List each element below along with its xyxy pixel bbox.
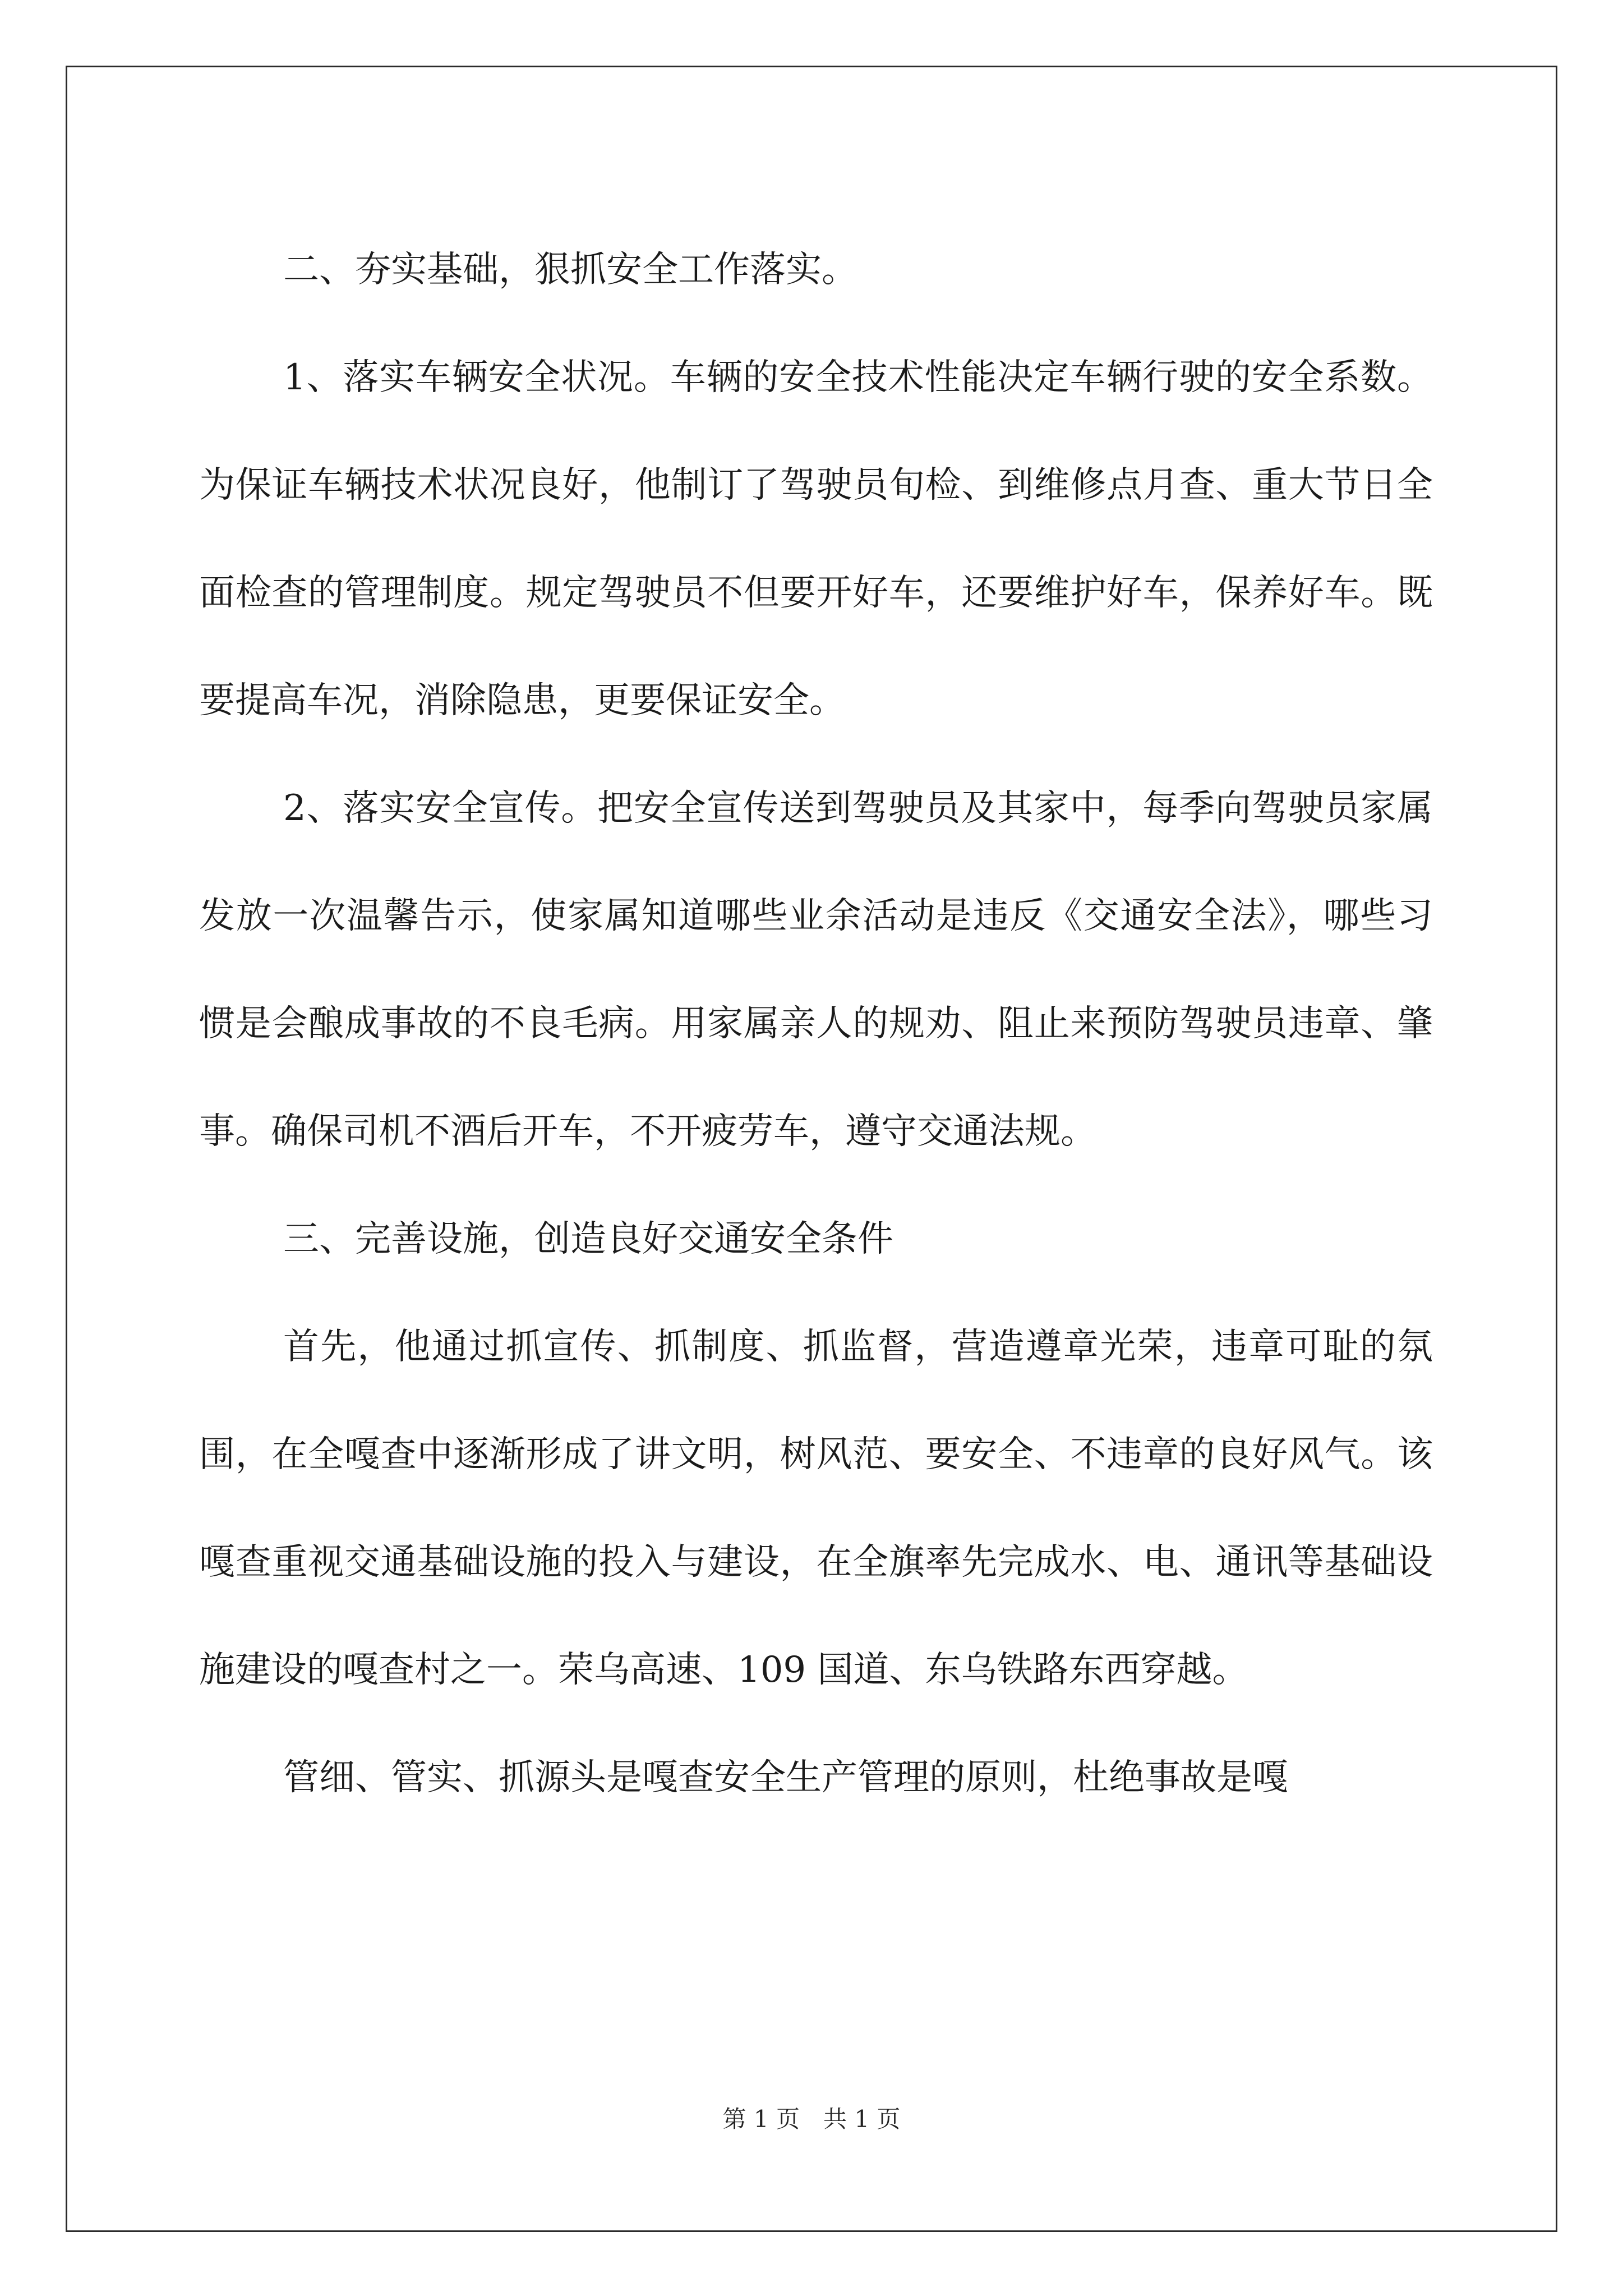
- paragraph-vehicle-safety: 1、落实车辆安全状况。车辆的安全技术性能决定车辆行驶的安全系数。为保证车辆技术状况良好，他制订了驾驶员旬检、到维修点月查、重大节日全面检查的管理制度。规定驾驶员不但要开好车，还要维护好车，保养好车。既要提高车况，消除隐患，更要保证安全。: [199, 357, 1433, 721]
- paragraph-safety-publicity: 2、落实安全宣传。把安全宣传送到驾驶员及其家中，每季向驾驶员家属发放一次温馨告示，使家属知道哪些业余活动是违反《交通安全法》，哪些习惯是会酿成事故的不良毛病。用家属亲人的规劝、阻止来预防驾驶员违章、肇事。确保司机不酒后开车，不开疲劳车，遵守交通法规。: [199, 788, 1433, 1152]
- paragraph-infrastructure: 首先，他通过抓宣传、抓制度、抓监督，营造遵章光荣，违章可耻的氛围，在全嘎查中逐渐形成了讲文明，树风范、要安全、不违章的良好风气。该嘎查重视交通基础设施的投入与建设，在全旗率先完成水、电、通讯等基础设施建设的嘎查村之一。荣乌高速、109 国道、东乌铁路东西穿越。: [199, 1326, 1433, 1691]
- page-number: 第 1 页 共 1 页: [722, 2105, 901, 2133]
- paragraph-management-principle: 管细、管实、抓源头是嘎查安全生产管理的原则，杜绝事故是嘎: [283, 1757, 1288, 1798]
- section-heading-3: 三、完善设施，创造良好交通安全条件: [283, 1218, 893, 1260]
- document-body: [199, 216, 1433, 1832]
- section-heading-2: 二、夯实基础，狠抓安全工作落实。: [283, 249, 857, 291]
